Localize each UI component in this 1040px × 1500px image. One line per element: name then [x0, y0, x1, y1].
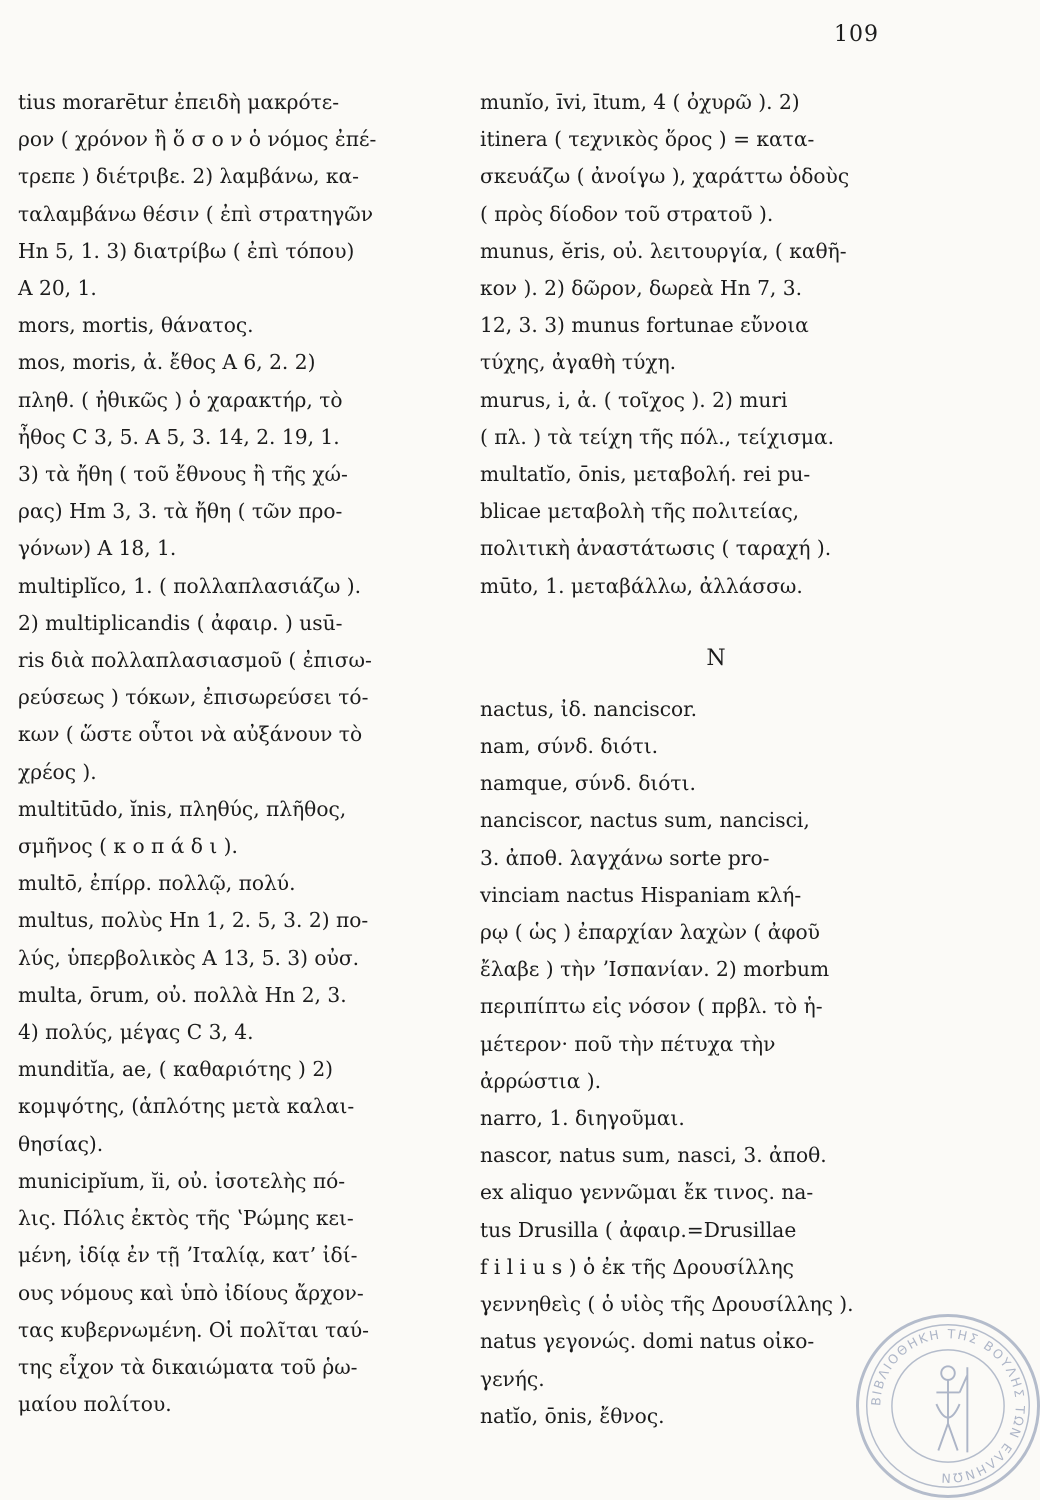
stamp-text: ΒΙΒΛΙΟΘΗΚΗ ΤΗΣ ΒΟΥΛΗΣ ΤΩΝ ΕΛΛΗΝΩΝ [868, 1326, 1028, 1486]
dictionary-entry [18, 865, 448, 902]
dictionary-entry [18, 568, 448, 791]
entry-line: ἦθος C 3, 5. A 5, 3. 14, 2. 19, 1. [18, 424, 340, 449]
entry-line: τας κυβερνωμένη. Οἱ πολῖται ταύ- [18, 1317, 369, 1342]
entry-line: κομψότης, (ἁπλότης μετὰ καλαι- [18, 1094, 355, 1119]
entry-line: tus Drusilla ( ἀφαιρ.=Drusillae [480, 1217, 797, 1242]
entry-line: σκευάζω ( ἀνοίγω ), χαράττω ὁδοὺς [480, 164, 850, 189]
entry-line: ex aliquo γεννῶμαι ἔκ τινος. na- [480, 1180, 814, 1205]
entry-line: ρεύσεως ) τόκων, ἐπισωρεύσει τό- [18, 685, 369, 710]
section-letter-heading: N [706, 645, 726, 671]
right-column [480, 84, 912, 1435]
entry-line: 12, 3. 3) munus fortunae εὔνοια [480, 313, 809, 338]
entry-line: munĭo, īvi, ītum, 4 ( ὀχυρῶ ). 2) [480, 90, 800, 114]
dictionary-entry [18, 1163, 448, 1423]
dictionary-entry [18, 307, 448, 344]
entry-line: ἀρρώστια ). [480, 1068, 602, 1093]
entry-line: 4) πολύς, μέγας C 3, 4. [18, 1020, 254, 1045]
entry-line: 2) multiplicandis ( ἀφαιρ. ) usū- [18, 610, 343, 635]
entry-line: narro, 1. διηγοῦμαι. [480, 1106, 685, 1131]
entry-line: nactus, ἰδ. nanciscor. [480, 696, 698, 721]
entry-line: 3) τὰ ἤθη ( τοῦ ἔθνους ἢ τῆς χώ- [18, 462, 348, 487]
entry-line: nanciscor, nactus sum, nancisci, [480, 808, 810, 833]
entry-line: της εἶχον τὰ δικαιώματα τοῦ ῥω- [18, 1354, 358, 1379]
entry-line: ρῳ ( ὡς ) ἐπαρχίαν λαχὼν ( ἀφοῦ [480, 920, 820, 945]
entry-line: Hn 5, 1. 3) διατρίβω ( ἐπὶ τόπου) [18, 238, 355, 263]
entry-line: ris διὰ πολλαπλασιασμοῦ ( ἐπισω- [18, 648, 372, 673]
dictionary-entry [480, 84, 912, 233]
entry-line: ρας) Hm 3, 3. τὰ ἤθη ( τῶν προ- [18, 499, 343, 524]
entry-line: multō, ἐπίρρ. πολλῷ, πολύ. [18, 871, 296, 896]
entry-line: ἔλαβε ) τὴν ʼΙσπανίαν. 2) morbum [480, 957, 830, 982]
entry-line: μένη, ἰδίᾳ ἐν τῇ ʼΙταλίᾳ, κατ’ ἰδί- [18, 1243, 358, 1268]
entry-line: A 20, 1. [18, 276, 97, 301]
entry-line: tius morarētur ἐπειδὴ μακρότε- [18, 90, 340, 114]
entry-line: κον ). 2) δῶρον, δωρεὰ Hn 7, 3. [480, 276, 803, 301]
dictionary-entry [480, 382, 912, 456]
entry-line: ρον ( χρόνον ἢ ὅ σ ο ν ὁ νόμος ἐπέ- [18, 127, 377, 152]
entry-line: munus, ĕris, οὐ. λειτουργία, ( καθῆ- [480, 238, 847, 263]
dictionary-entry [480, 456, 912, 568]
entry-line: πολιτικὴ ἀναστάτωσις ( ταραχή ). [480, 536, 832, 561]
entry-line: ( πλ. ) τὰ τείχη τῆς πόλ., τείχισμα. [480, 424, 835, 449]
entry-line: nascor, natus sum, nasci, 3. ἀποθ. [480, 1143, 827, 1168]
library-stamp [856, 1314, 1040, 1498]
entry-line: μέτερον· ποῦ τὴν πέτυχα τὴν [480, 1031, 776, 1056]
entry-line: blicae μεταβολὴ τῆς πολιτείας, [480, 499, 800, 524]
entry-line: γενής. [480, 1366, 545, 1391]
entry-line: munditĭa, ae, ( καθαριότης ) 2) [18, 1057, 334, 1082]
entry-line: ους νόμους καὶ ὑπὸ ἰδίους ἄρχον- [18, 1280, 364, 1305]
entry-line: ταλαμβάνω θέσιν ( ἐπὶ στρατηγῶν [18, 201, 374, 226]
entry-line: 3. ἀποθ. λαγχάνω sorte pro- [480, 845, 770, 870]
dictionary-entry [480, 765, 912, 802]
dictionary-entry [18, 1051, 448, 1163]
dictionary-entry [480, 568, 912, 605]
entry-line: γόνων) A 18, 1. [18, 536, 177, 561]
entry-line: γεννηθεὶς ( ὁ υἱὸς τῆς Δρουσίλλης ). [480, 1292, 854, 1317]
entry-line: mūto, 1. μεταβάλλω, ἀλλάσσω. [480, 573, 803, 598]
entry-line: λις. Πόλις ἐκτὸς τῆς ʽΡώμης κει- [18, 1206, 354, 1231]
entry-line: mos, moris, ἀ. ἔθος A 6, 2. 2) [18, 350, 316, 375]
entry-line: σμῆνος ( κ ο π ά δ ι ). [18, 834, 238, 859]
dictionary-entry [18, 84, 448, 307]
dictionary-entry [480, 691, 912, 728]
entry-line: ( πρὸς δίοδον τοῦ στρατοῦ ). [480, 201, 774, 226]
entry-line: murus, i, ἀ. ( τοῖχος ). 2) muri [480, 387, 788, 412]
entry-line: χρέος ). [18, 759, 97, 784]
entry-line: τρεπε ) διέτριβε. 2) λαμβάνω, κα- [18, 164, 359, 189]
entry-line: τύχης, ἀγαθὴ τύχη. [480, 350, 677, 375]
entry-line: nam, σύνδ. διότι. [480, 734, 659, 759]
entry-line: namque, σύνδ. διότι. [480, 771, 696, 796]
entry-line: natus γεγονώς. domi natus οἰκο- [480, 1329, 815, 1354]
entry-line: natĭo, ōnis, ἔθνος. [480, 1403, 665, 1428]
dictionary-entry [480, 728, 912, 765]
entry-line: πληθ. ( ἠθικῶς ) ὁ χαρακτήρ, τὸ [18, 387, 343, 412]
entry-line: mors, mortis, θάνατος. [18, 313, 254, 338]
dictionary-entry [480, 1100, 912, 1137]
dictionary-entry [480, 802, 912, 1100]
entry-line: κων ( ὥστε οὗτοι νὰ αὐξάνουν τὸ [18, 722, 363, 747]
entry-line: μαίου πολίτου. [18, 1392, 172, 1417]
left-column [18, 84, 448, 1423]
entry-line: λύς, ὑπερβολικὸς A 13, 5. 3) οὐσ. [18, 945, 360, 970]
entry-line: vinciam nactus Hispaniam κλή- [480, 882, 802, 907]
dictionary-entry [480, 233, 912, 382]
dictionary-entry [480, 1398, 912, 1435]
entry-line: multiplĭco, 1. ( πολλαπλασιάζω ). [18, 573, 362, 598]
entry-line: θησίας). [18, 1131, 104, 1156]
entry-line: multa, ōrum, οὐ. πολλὰ Hn 2, 3. [18, 982, 347, 1007]
library-stamp-graphic [859, 1317, 1037, 1495]
entry-line: municipĭum, ĭi, οὐ. ἰσοτελὴς πό- [18, 1168, 346, 1193]
dictionary-entry [18, 791, 448, 865]
page-number: 109 [834, 22, 879, 47]
dictionary-entry [18, 902, 448, 1051]
entry-line: itinera ( τεχνικὸς ὅρος ) = κατα- [480, 127, 815, 152]
entry-line: multus, πολὺς Hn 1, 2. 5, 3. 2) πο- [18, 908, 369, 933]
entry-line: multatĭo, ōnis, μεταβολή. rei pu- [480, 462, 811, 487]
entry-line: multitūdo, ĭnis, πληθύς, πλῆθος, [18, 796, 347, 821]
entry-line: f i l i u s ) ὁ ἐκ τῆς Δρουσίλλης [480, 1254, 794, 1279]
dictionary-entry [18, 344, 448, 567]
entry-line: περιπίπτω εἰς νόσον ( πρβλ. τὸ ἡ- [480, 994, 823, 1019]
dictionary-entry [480, 1137, 912, 1397]
